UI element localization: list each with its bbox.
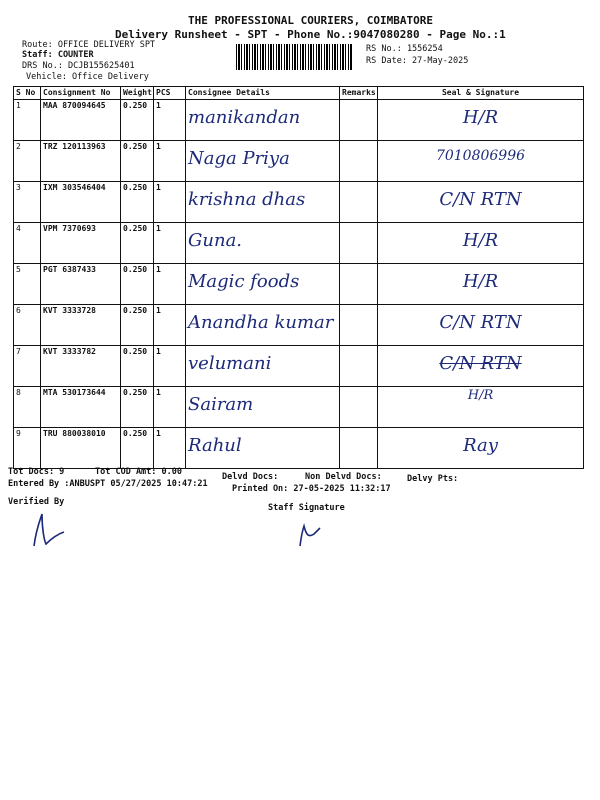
route-label: Route: OFFICE DELIVERY SPT <box>22 40 156 50</box>
consignment-no: VPM 7370693 <box>41 223 121 264</box>
table-row <box>14 223 584 264</box>
seal-cell <box>378 305 584 346</box>
consignee-handwriting: Magic foods <box>188 271 300 292</box>
row-sno: 4 <box>14 223 41 264</box>
rs-number: RS No.: 1556254 <box>366 44 443 54</box>
seal-handwriting: H/R <box>467 388 494 403</box>
pcs: 1 <box>154 141 186 182</box>
runsheet-title: Delivery Runsheet - SPT - Phone No.:9047080280 - Page No.:1 <box>115 28 506 41</box>
column-header: PCS <box>154 87 186 100</box>
table-row <box>14 346 584 387</box>
delivery-points: Delvy Pts: <box>407 474 459 484</box>
consignee-handwriting: krishna dhas <box>188 189 306 210</box>
remarks-cell <box>340 182 378 223</box>
non-delivered-docs: Non Delvd Docs: <box>305 472 382 482</box>
remarks-cell <box>340 428 378 469</box>
row-sno: 2 <box>14 141 41 182</box>
consignee-handwriting: manikandan <box>188 107 301 128</box>
consignee-cell <box>186 346 340 387</box>
consignee-handwriting: Anandha kumar <box>188 312 334 333</box>
seal-cell <box>378 182 584 223</box>
entered-by: Entered By :ANBUSPT 05/27/2025 10:47:21 <box>8 479 208 489</box>
vehicle-label: Vehicle: Office Delivery <box>26 72 149 82</box>
pcs: 1 <box>154 100 186 141</box>
pcs: 1 <box>154 264 186 305</box>
rs-date: RS Date: 27-May-2025 <box>366 56 469 66</box>
seal-cell <box>378 428 584 469</box>
seal-handwriting: C/N RTN <box>439 189 522 210</box>
table-row <box>14 264 584 305</box>
verified-by-label: Verified By <box>8 497 65 507</box>
pcs: 1 <box>154 182 186 223</box>
seal-cell <box>378 100 584 141</box>
table-row <box>14 141 584 182</box>
seal-cell <box>378 223 584 264</box>
remarks-cell <box>340 223 378 264</box>
delivered-docs: Delvd Docs: <box>222 472 279 482</box>
table-row <box>14 387 584 428</box>
column-header: Seal & Signature <box>378 87 584 100</box>
consignee-handwriting: velumani <box>188 353 272 374</box>
seal-cell <box>378 141 584 182</box>
table-header-row <box>14 87 584 100</box>
consignment-no: TRU 880038010 <box>41 428 121 469</box>
pcs: 1 <box>154 223 186 264</box>
remarks-cell <box>340 141 378 182</box>
table-row <box>14 182 584 223</box>
consignment-no: PGT 6387433 <box>41 264 121 305</box>
consignee-handwriting: Guna. <box>188 230 243 251</box>
seal-handwriting: C/N RTN <box>439 353 522 374</box>
table-row <box>14 428 584 469</box>
total-docs: Tot Docs: 9 <box>8 467 65 477</box>
column-header: Consignee Details <box>186 87 340 100</box>
consignment-no: IXM 303546404 <box>41 182 121 223</box>
seal-handwriting: H/R <box>462 271 499 292</box>
consignee-cell <box>186 223 340 264</box>
pcs: 1 <box>154 305 186 346</box>
remarks-cell <box>340 305 378 346</box>
weight: 0.250 <box>121 264 154 305</box>
staff-label: Staff: COUNTER <box>22 50 94 60</box>
table-row <box>14 100 584 141</box>
row-sno: 3 <box>14 182 41 223</box>
consignee-handwriting: Rahul <box>188 435 242 456</box>
consignee-cell <box>186 182 340 223</box>
row-sno: 5 <box>14 264 41 305</box>
weight: 0.250 <box>121 223 154 264</box>
weight: 0.250 <box>121 141 154 182</box>
consignee-handwriting: Sairam <box>188 394 254 415</box>
weight: 0.250 <box>121 428 154 469</box>
column-header: S No <box>14 87 41 100</box>
consignee-cell <box>186 264 340 305</box>
column-header: Consignment No <box>41 87 121 100</box>
seal-handwriting: 7010806996 <box>435 148 526 164</box>
column-header: Weight <box>121 87 154 100</box>
seal-cell <box>378 387 584 428</box>
weight: 0.250 <box>121 182 154 223</box>
remarks-cell <box>340 387 378 428</box>
seal-cell <box>378 264 584 305</box>
weight: 0.250 <box>121 387 154 428</box>
pcs: 1 <box>154 346 186 387</box>
remarks-cell <box>340 264 378 305</box>
consignee-cell <box>186 387 340 428</box>
row-sno: 8 <box>14 387 41 428</box>
seal-handwriting: Ray <box>463 435 498 456</box>
row-sno: 7 <box>14 346 41 387</box>
company-name: THE PROFESSIONAL COURIERS, COIMBATORE <box>188 14 434 27</box>
column-header: Remarks <box>340 87 378 100</box>
consignment-no: TRZ 120113963 <box>41 141 121 182</box>
consignment-no: KVT 3333728 <box>41 305 121 346</box>
weight: 0.250 <box>121 305 154 346</box>
consignment-no: KVT 3333782 <box>41 346 121 387</box>
seal-handwriting: H/R <box>462 107 499 128</box>
consignee-cell <box>186 305 340 346</box>
seal-handwriting: H/R <box>462 230 499 251</box>
staff-signature-label: Staff Signature <box>268 503 345 513</box>
seal-cell <box>378 346 584 387</box>
consignment-no: MTA 530173644 <box>41 387 121 428</box>
verifier-signature <box>28 510 68 550</box>
row-sno: 1 <box>14 100 41 141</box>
seal-handwriting: C/N RTN <box>439 312 522 333</box>
consignee-cell <box>186 100 340 141</box>
pcs: 1 <box>154 387 186 428</box>
weight: 0.250 <box>121 346 154 387</box>
consignment-no: MAA 870094645 <box>41 100 121 141</box>
table-row <box>14 305 584 346</box>
weight: 0.250 <box>121 100 154 141</box>
row-sno: 9 <box>14 428 41 469</box>
total-cod-amount: Tot COD Amt: 0.00 <box>95 467 182 477</box>
runsheet-table <box>13 86 584 469</box>
row-sno: 6 <box>14 305 41 346</box>
pcs: 1 <box>154 428 186 469</box>
drs-number: DRS No.: DCJB155625401 <box>22 61 135 71</box>
consignee-cell <box>186 141 340 182</box>
remarks-cell <box>340 100 378 141</box>
printed-on: Printed On: 27-05-2025 11:32:17 <box>232 484 391 494</box>
barcode <box>236 44 352 70</box>
remarks-cell <box>340 346 378 387</box>
consignee-handwriting: Naga Priya <box>188 148 290 169</box>
consignee-cell <box>186 428 340 469</box>
staff-signature <box>294 520 324 550</box>
